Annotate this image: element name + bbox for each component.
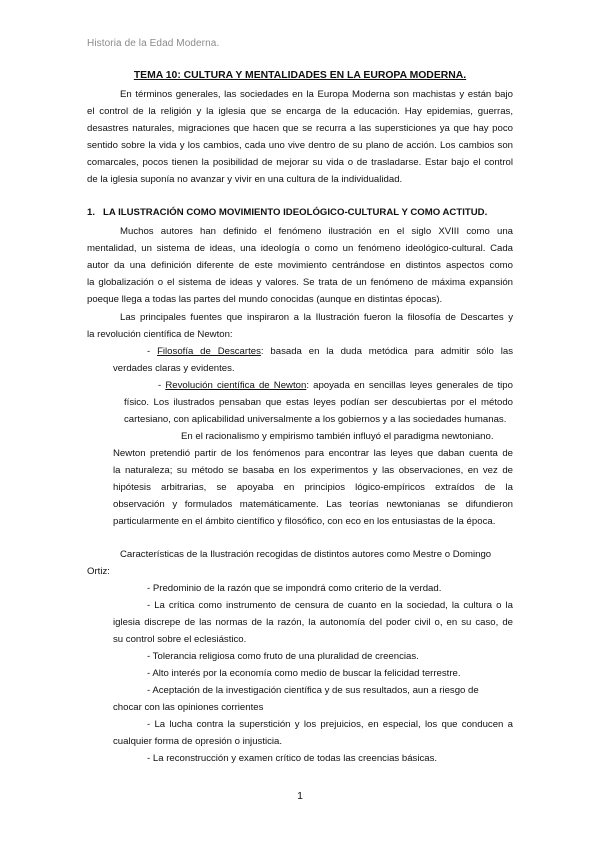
list-item-newton (158, 379, 513, 392)
section-heading (87, 207, 487, 218)
term-description: : apoyada en sencillas leyes generales de tipo (306, 380, 513, 391)
term-description: : basada en la duda metódica para admitir sólo las (260, 346, 513, 357)
intro-line: el control de la religión y la iglesia que se encarga de la educación. Hay epidemias, guerras, (87, 106, 513, 117)
intro-line: sentido sobre la vida y los cambios, cada uno vive dentro de su plano de acción. Los cambios son (87, 140, 513, 151)
paragraph-line: Ortiz: (87, 566, 110, 577)
feature-item: - Tolerancia religiosa como fruto de una pluralidad de creencias. (147, 651, 419, 662)
paragraph-line: hipótesis arbitrarias, se apoyaba en principios lógico-empíricos extraídos de la (113, 482, 513, 493)
paragraph-line: Newton pretendió partir de los fenómenos para encontrar las leyes que daban cuenta de (113, 448, 513, 459)
feature-item: - La crítica como instrumento de censura de cuanto en la sociedad, la cultura o la (147, 600, 513, 611)
page-number: 1 (297, 790, 303, 802)
section-heading-text: LA ILUSTRACIÓN COMO MOVIMIENTO IDEOLÓGICO-CULTURAL Y COMO ACTITUD. (103, 207, 488, 218)
intro-line: En términos generales, las sociedades en la Europa Moderna son machistas y están bajo (120, 89, 513, 100)
list-dash: - (158, 380, 166, 391)
list-dash: - (147, 346, 158, 357)
paragraph-line: En el racionalismo y empirismo también influyó el paradigma newtoniano. (181, 431, 494, 442)
section-number: 1. (87, 207, 96, 218)
list-item-continuation: verdades claras y evidentes. (113, 363, 235, 374)
list-item-descartes (147, 345, 513, 358)
paragraph-line: autor da una definición diferente de este movimiento centrándose en distintos aspectos como (87, 260, 513, 271)
document-title: TEMA 10: CULTURA Y MENTALIDADES EN LA EUROPA MODERNA. (133, 70, 467, 81)
running-header: Historia de la Edad Moderna. (87, 38, 220, 49)
feature-item-continuation: su control sobre el eclesiástico. (113, 634, 247, 645)
feature-item: - Predominio de la razón que se impondrá como criterio de la verdad. (147, 583, 442, 594)
paragraph-line: observación y formulados matemáticamente. Las teorías newtonianas se difundieron (113, 499, 513, 510)
feature-item-continuation: cualquier forma de opresión o injusticia. (113, 736, 283, 747)
intro-line: comarcales, pocos tienen la posibilidad de mejorar su vida o de trasladarse. Estar bajo el control (87, 157, 513, 168)
paragraph-line: poeque llega a todas las partes del mundo conocidas (aunque en distintas épocas). (87, 294, 443, 305)
paragraph-line: la revolución científica de Newton: (87, 329, 233, 340)
paragraph-line: mentalidad, un sistema de ideas, una ideología o como un fenómeno ideológico-cultural. Cada (87, 243, 513, 254)
feature-item: - La lucha contra la superstición y los prejuicios, en especial, los que conducen a (147, 719, 513, 730)
term-descartes: Filosofía de Descartes (157, 346, 261, 357)
paragraph-line: Características de la Ilustración recogidas de distintos autores como Mestre o Domingo (120, 549, 492, 560)
feature-item: - La reconstrucción y examen crítico de todas las creencias básicas. (147, 753, 438, 764)
paragraph-line: Muchos autores han definido el fenómeno ilustración en el siglo XVIII como una (120, 226, 513, 237)
feature-item-continuation: iglesia discrepe de las normas de la razón, la autonomía del poder civil o, en su caso, de (113, 617, 513, 628)
feature-item: - Aceptación de la investigación científica y de sus resultados, aun a riesgo de (147, 685, 479, 696)
intro-line: de la iglesia suponía no avanzar y vivir en una cultura de la individualidad. (87, 174, 403, 185)
intro-line: desastres naturales, migraciones que hacen que se recurra a las supersticiones ya que hay poco (87, 123, 513, 134)
list-item-continuation: físico. Los ilustrados pensaban que estas leyes podían ser descubiertas por el método (124, 397, 513, 408)
feature-item: - Alto interés por la economía como medio de buscar la felicidad terrestre. (147, 668, 461, 679)
paragraph-line: la naturaleza; su método se basaba en los experimentos y las observaciones, en vez de (113, 465, 513, 476)
feature-item-continuation: chocar con las opiniones corrientes (113, 702, 264, 713)
paragraph-line: la globalización o el sistema de ideas y valores. Se trata de un fenómeno de máxima expansión (87, 277, 513, 288)
paragraph-line: Las principales fuentes que inspiraron a la Ilustración fueron la filosofía de Descartes y (120, 312, 513, 323)
list-item-continuation: cartesiano, con aplicabilidad universalmente a los gobiernos y a las sociedades humanas. (124, 414, 507, 425)
paragraph-line: particularmente en el ámbito científico y filosófico, con eco en los entusiastas de la época. (113, 516, 496, 527)
term-newton: Revolución científica de Newton (165, 380, 307, 391)
